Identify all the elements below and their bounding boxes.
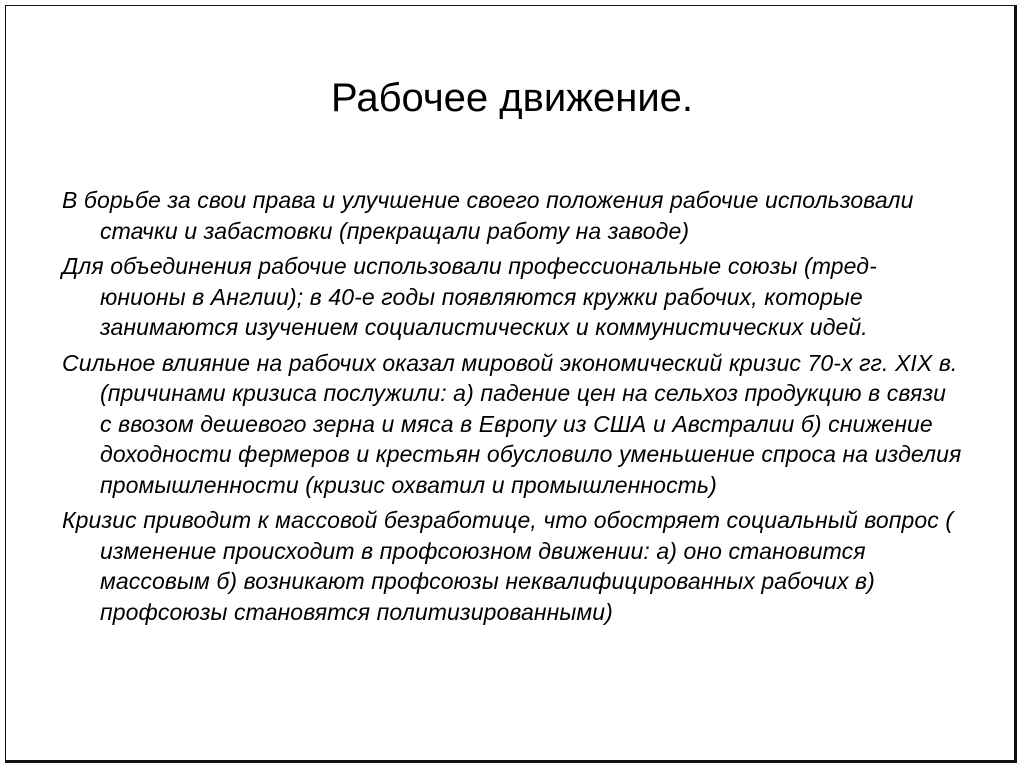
slide-body [62, 185, 962, 632]
paragraph-unemployment: Кризис приводит к массовой безработице, что обостряет социальный вопрос ( изменение происходит в профсоюзном движении: а) оно становится массовым б) возникают профсоюзы неквалифицированных рабочих в) профсоюзы становятся политизированными) [62, 507, 954, 625]
paragraph-economic-crisis: Сильное влияние на рабочих оказал мировой экономический кризис 70-х гг. XIX в. (причинами кризиса послужили: а) падение цен на сельхоз продукцию в связи с ввозом дешевого зерна и мяса в Европу из США и Австралии б) снижение доходности фермеров и крестьян обусловило уменьшение спроса на изделия промышленности (кризис охватил и промышленность) [62, 349, 962, 498]
slide-title: Рабочее движение. [330, 76, 694, 120]
paragraph-trade-unions: Для объединения рабочие использовали профессиональные союзы (тред-юнионы в Англии); в 40-е годы появляются кружки рабочих, которые занимаются изучением социалистических и коммунистических идей. [62, 253, 877, 340]
paragraph-strikes: В борьбе за свои права и улучшение своего положения рабочие использовали стачки и забастовки (прекращали работу на заводе) [62, 187, 914, 244]
